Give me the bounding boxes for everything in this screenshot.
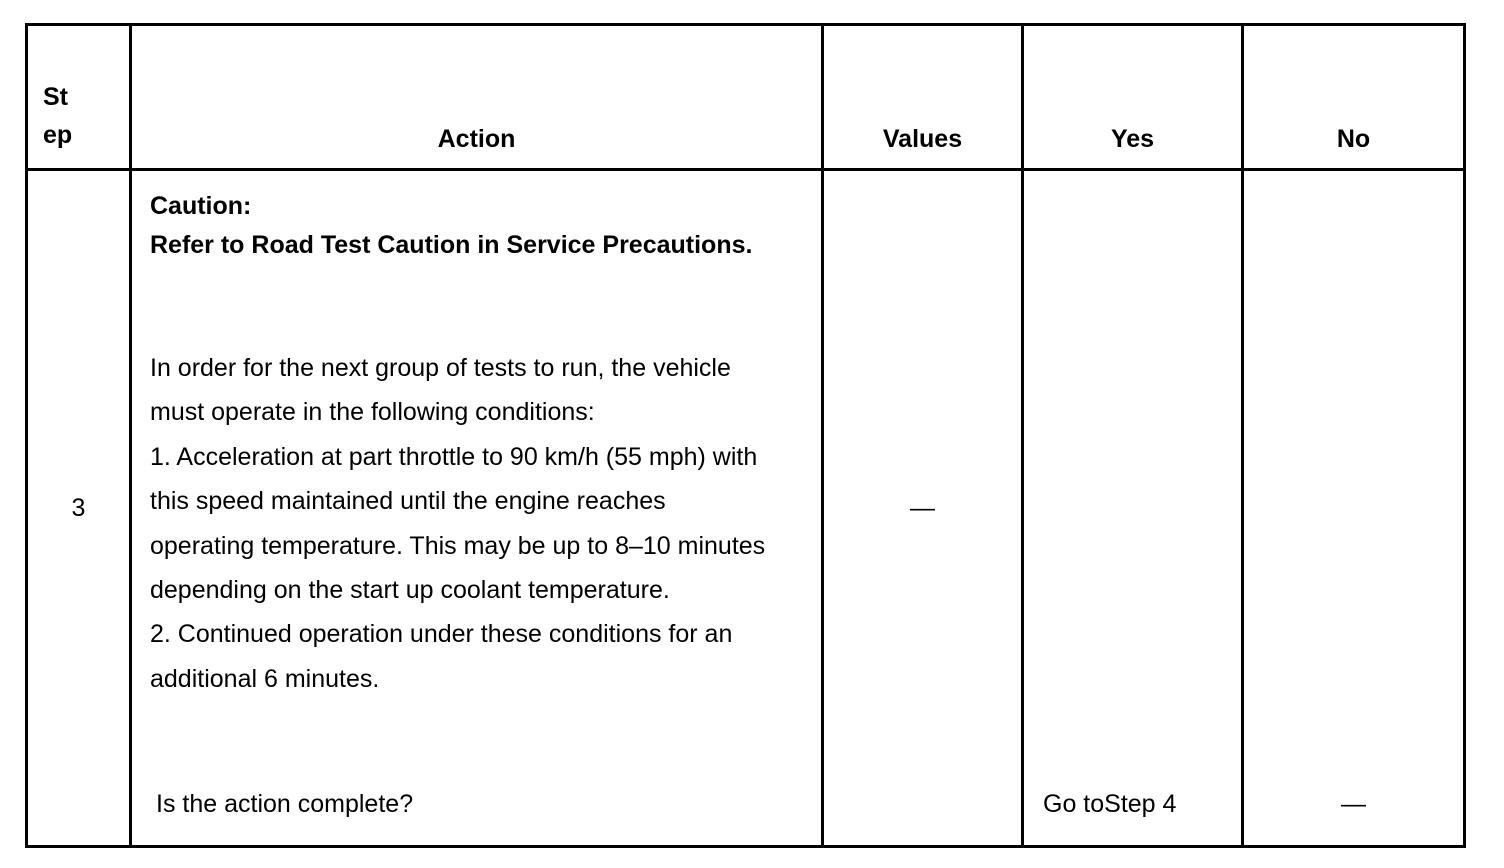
instructions-intro: In order for the next group of tests to run, the vehicle must operate in the following conditions: — [150, 354, 731, 427]
action-question: Is the action complete? — [156, 790, 414, 818]
caution-text: Refer to Road Test Caution in Service Precautions. — [150, 231, 753, 259]
instructions-item-1: 1. Acceleration at part throttle to 90 km/h (55 mph) with this speed maintained until the engine reaches operating temperature. This may be up to 8–10 minutes depending on the start up coolant temperature. — [150, 442, 766, 605]
instructions-item-2: 2. Continued operation under these conditions for an additional 6 minutes. — [150, 620, 733, 693]
diagnostic-table-container — [25, 23, 1463, 845]
diagnostic-table — [25, 23, 1466, 848]
action-cell — [131, 170, 823, 847]
action-instructions — [150, 346, 770, 701]
no-result: — — [1341, 790, 1366, 818]
caution-title: Caution: — [150, 192, 252, 220]
step-number: 3 — [27, 170, 131, 847]
header-action: Action — [131, 25, 823, 170]
header-values: Values — [823, 25, 1023, 170]
no-cell — [1243, 170, 1465, 847]
header-step-line1: St — [43, 83, 68, 111]
header-yes: Yes — [1023, 25, 1243, 170]
yes-cell — [1023, 170, 1243, 847]
yes-result: Go toStep 4 — [1043, 790, 1177, 818]
header-no: No — [1243, 25, 1465, 170]
table-header-row — [27, 25, 1465, 170]
caution-block — [150, 187, 752, 265]
values-cell: — — [823, 170, 1023, 847]
header-step-line2: ep — [43, 121, 73, 149]
table-row — [27, 170, 1465, 847]
header-step — [27, 25, 131, 170]
